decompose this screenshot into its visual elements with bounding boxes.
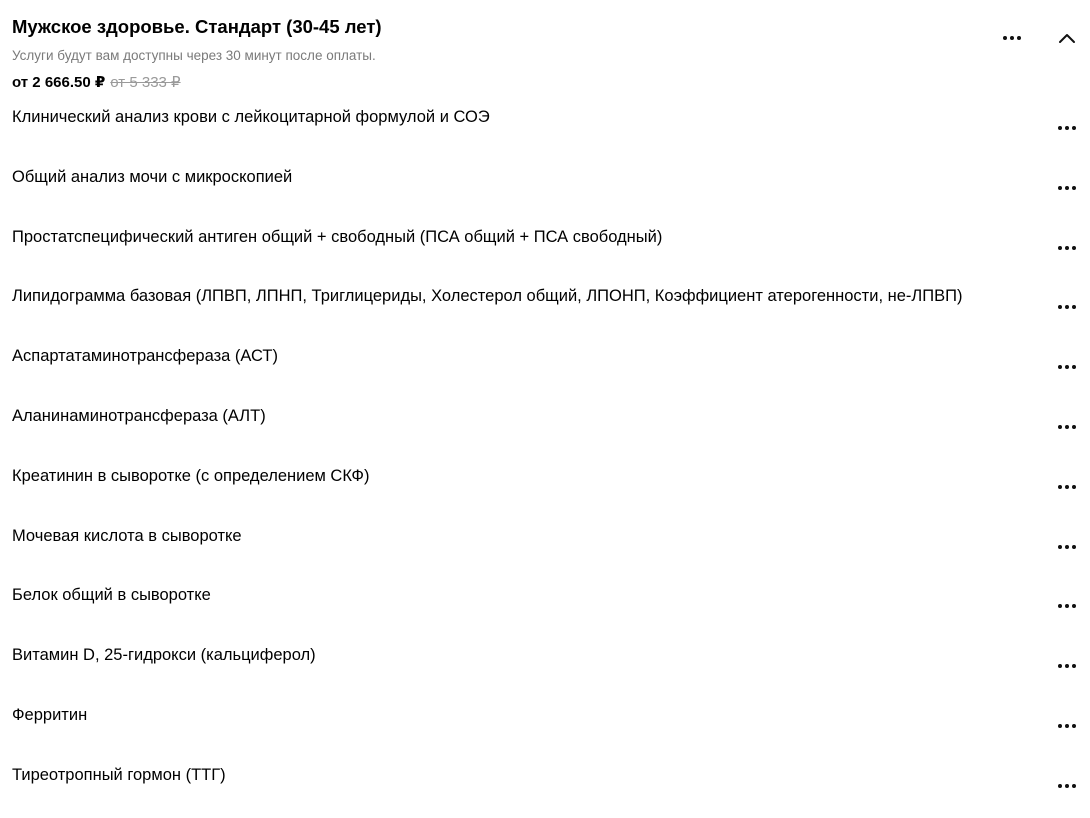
service-item (0, 638, 1090, 698)
price-old: от 5 333 ₽ (110, 74, 181, 91)
more-horizontal-icon (1058, 126, 1076, 130)
service-item-label: Витамин D, 25-гидрокси (кальциферол) (12, 646, 316, 665)
service-item-label: Креатинин в сыворотке (с определением СКФ) (12, 466, 370, 485)
more-horizontal-icon (1058, 604, 1076, 608)
service-item-more-button[interactable] (1053, 176, 1081, 200)
service-item-more-button[interactable] (1053, 594, 1081, 618)
service-item-label: Аспартатаминотрансфераза (АСТ) (12, 347, 278, 366)
service-item-more-button[interactable] (1053, 535, 1081, 559)
service-item (0, 279, 1090, 339)
price-row (12, 73, 181, 93)
service-item-label: Ферритин (12, 705, 88, 724)
availability-note: Услуги будут вам доступны через 30 минут после оплаты. (12, 48, 376, 63)
collapse-button[interactable] (1053, 26, 1081, 50)
service-item (0, 578, 1090, 638)
service-item (0, 160, 1090, 220)
more-horizontal-icon (1058, 425, 1076, 429)
package-more-button[interactable] (998, 26, 1026, 50)
service-item (0, 519, 1090, 579)
more-horizontal-icon (1058, 305, 1076, 309)
more-horizontal-icon (1058, 784, 1076, 788)
more-horizontal-icon (1058, 186, 1076, 190)
service-item-label: Липидограмма базовая (ЛПВП, ЛПНП, Триглицериды, Холестерол общий, ЛПОНП, Коэффициент атерогенности, не-ЛПВП) (12, 287, 963, 306)
service-item-more-button[interactable] (1053, 355, 1081, 379)
service-item (0, 100, 1090, 160)
service-item-more-button[interactable] (1053, 236, 1081, 260)
more-horizontal-icon (1058, 724, 1076, 728)
service-item-more-button[interactable] (1053, 295, 1081, 319)
service-item-more-button[interactable] (1053, 774, 1081, 798)
more-horizontal-icon (1003, 36, 1021, 40)
more-horizontal-icon (1058, 365, 1076, 369)
service-item (0, 220, 1090, 280)
service-item (0, 459, 1090, 519)
more-horizontal-icon (1058, 485, 1076, 489)
service-item-more-button[interactable] (1053, 714, 1081, 738)
service-item-more-button[interactable] (1053, 654, 1081, 678)
package-title: Мужское здоровье. Стандарт (30-45 лет) (12, 16, 382, 37)
service-item (0, 399, 1090, 459)
more-horizontal-icon (1058, 545, 1076, 549)
service-item-label: Белок общий в сыворотке (12, 586, 211, 605)
service-item-more-button[interactable] (1053, 116, 1081, 140)
chevron-up-icon (1057, 32, 1077, 44)
service-list (0, 100, 1090, 818)
service-item (0, 339, 1090, 399)
service-item-label: Мочевая кислота в сыворотке (12, 526, 242, 545)
service-item-label: Простатспецифический антиген общий + свободный (ПСА общий + ПСА свободный) (12, 227, 663, 246)
more-horizontal-icon (1058, 246, 1076, 250)
service-item-more-button[interactable] (1053, 415, 1081, 439)
price-current: от 2 666.50 ₽ (12, 74, 106, 91)
service-item (0, 758, 1090, 818)
service-item-label: Аланинаминотрансфераза (АЛТ) (12, 406, 266, 425)
service-item-label: Общий анализ мочи с микроскопией (12, 167, 293, 186)
service-item (0, 698, 1090, 758)
service-item-label: Тиреотропный гормон (ТТГ) (12, 765, 226, 784)
service-item-label: Клинический анализ крови с лейкоцитарной формулой и СОЭ (12, 108, 490, 126)
service-item-more-button[interactable] (1053, 475, 1081, 499)
more-horizontal-icon (1058, 664, 1076, 668)
